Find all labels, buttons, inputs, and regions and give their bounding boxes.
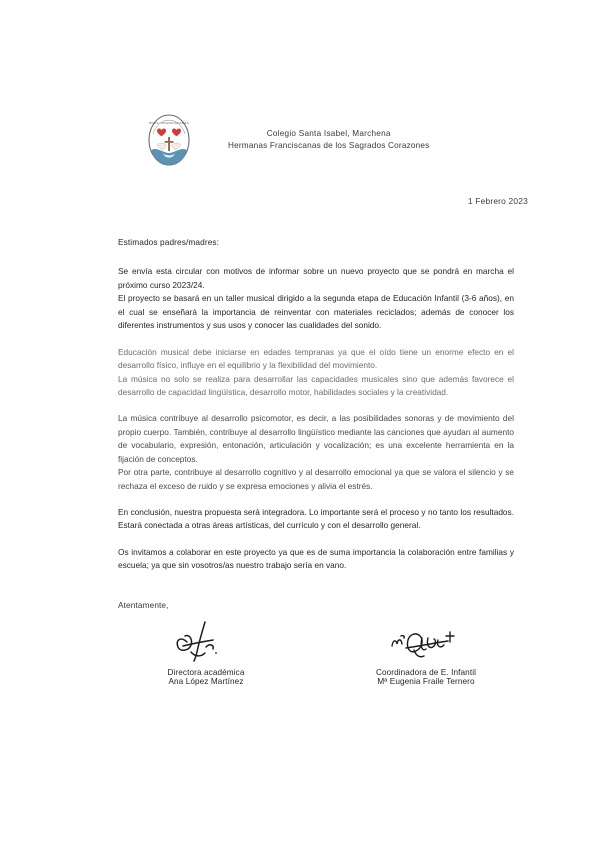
paragraph-intro bbox=[118, 265, 514, 332]
signature-role: Directora académica bbox=[167, 668, 245, 677]
school-name: Colegio Santa Isabel, Marchena bbox=[266, 129, 391, 139]
paragraph-conclusion bbox=[118, 506, 514, 533]
signature-block-director bbox=[118, 614, 294, 686]
signature-name: Ana López Martínez bbox=[168, 677, 244, 686]
closing-line: Atentamente, bbox=[118, 600, 169, 610]
paragraph-line: El proyecto se basará en un taller musical dirigido a la segunda etapa de Educación Infantil (3-6 años), en el cual se enseñará la importancia de reinventar con materiales reciclados; además de conocer los diferentes instrumentos y sus usos y conocer las cualidades del sonido. bbox=[118, 293, 514, 331]
paragraph-desarrollo bbox=[118, 412, 514, 493]
letter-date: 1 Febrero 2023 bbox=[467, 196, 528, 206]
letterhead bbox=[0, 112, 600, 168]
paragraph-line: La música no solo se realiza para desarrollar las capacidades musicales sino que además favorece el desarrollo de capacidad lingüística, desarrollo motor, habilidades sociales y la creatividad. bbox=[118, 373, 514, 397]
paragraph-invitacion bbox=[118, 546, 514, 573]
svg-text:HNAS. FRANCISCANAS: HNAS. FRANCISCANAS bbox=[149, 121, 189, 125]
congregation-name: Hermanas Franciscanas de los Sagrados Corazones bbox=[228, 141, 430, 150]
paragraph-line: La música contribuye al desarrollo psicomotor, es decir, a las posibilidades sonoras y de movimiento del propio cuerpo. También, contribuye al desarrollo lingüístico mediante las canciones que ayudan al aumento de vocabulario, expresión, entonación, articulación y vocalización; es una excelente herramienta en la fijación de conceptos. bbox=[118, 413, 514, 464]
paragraph-line: Se envía esta circular con motivos de informar sobre un nuevo proyecto que se pondrá en marcha el próximo curso 2023/24. bbox=[118, 266, 514, 290]
signature-role: Coordinadora de E. Infantil bbox=[375, 668, 477, 677]
letterhead-text bbox=[228, 128, 429, 152]
handwritten-signature-icon bbox=[118, 614, 294, 666]
salutation: Estimados padres/madres: bbox=[118, 237, 220, 247]
paragraph-line: Educación musical debe iniciarse en edades tempranas ya que el oído tiene un enorme efecto en el desarrollo físico, influye en el equilibrio y la flexibilidad del movimiento. bbox=[118, 346, 514, 371]
signature-row bbox=[118, 614, 514, 686]
paragraph-line: Os invitamos a colaborar en este proyecto ya que es de suma importancia la colaboración entre familias y escuela; ya que sin vosotros/as nuestro trabajo sería en vano. bbox=[118, 546, 514, 571]
paragraph-line: En conclusión, nuestra propuesta será integradora. Lo importante será el proceso y no tanto los resultados. Estará conectada a otras áreas artísticas, del currículo y con el desarrollo general. bbox=[118, 507, 514, 531]
paragraph-educacion-musical bbox=[118, 346, 514, 400]
signature-block-coordinator bbox=[338, 614, 514, 686]
paragraph-line: Por otra parte, contribuye al desarrollo cognitivo y al desarrollo emocional ya que se valora el silencio y se rechaza el exceso de ruido y se expresa emociones y alivia el estrés. bbox=[118, 467, 514, 491]
handwritten-signature-icon bbox=[338, 614, 514, 666]
signature-name: Mª Eugenia Fraile Ternero bbox=[377, 677, 475, 686]
letter-body bbox=[118, 236, 514, 573]
school-crest-icon bbox=[144, 112, 194, 168]
